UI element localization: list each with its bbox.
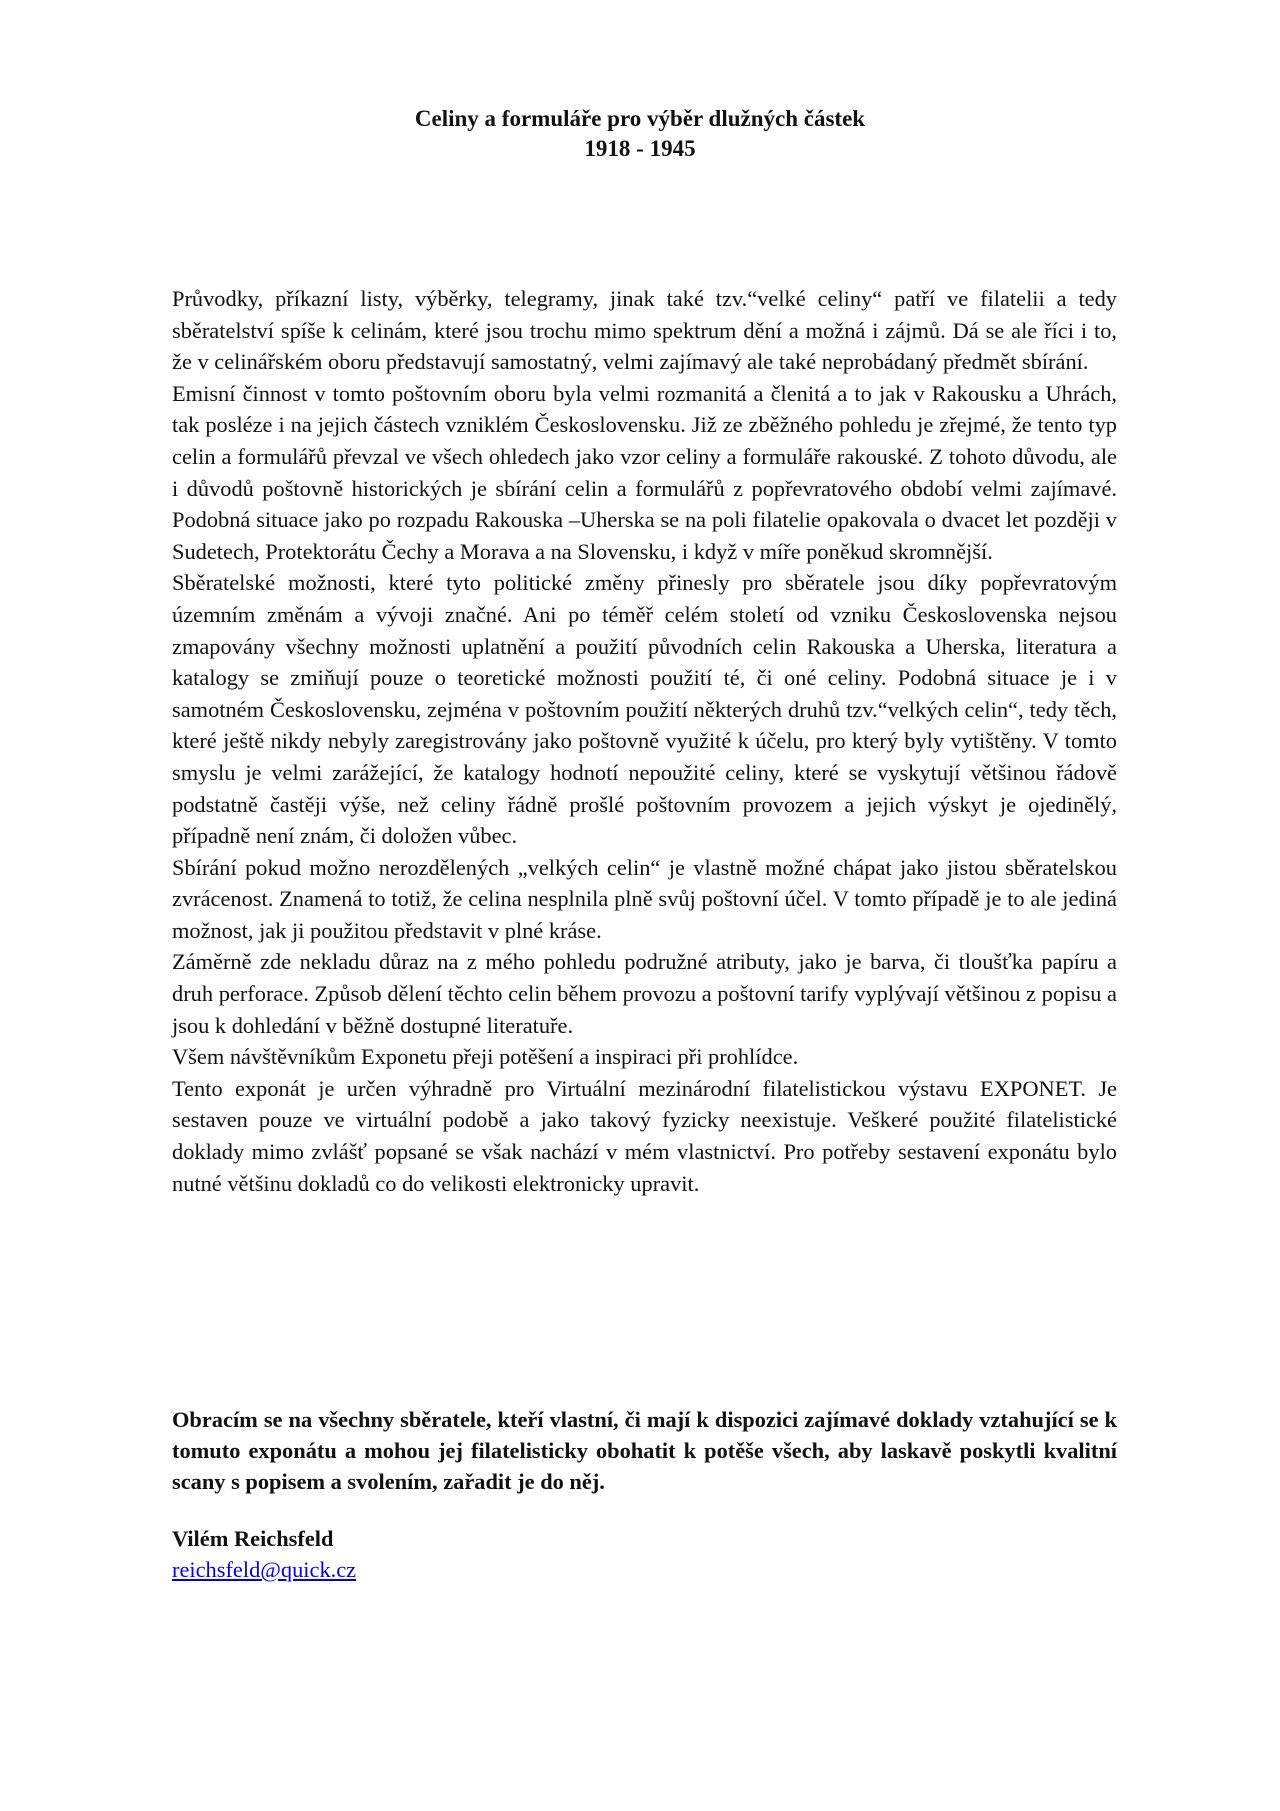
- body-text: [172, 283, 1117, 1199]
- paragraph: Tento exponát je určen výhradně pro Virtuální mezinárodní filatelistickou výstavu EXPONET. Je sestaven pouze ve virtuální podobě a jako takový fyzicky neexistuje. Veškeré použité filatelistické doklady mimo zvlášť popsané se však nachází v mém vlastnictví. Pro potřeby sestavení exponátu bylo nutné většinu dokladů co do velikosti elektronicky upravit.: [172, 1075, 1117, 1196]
- paragraph: Průvodky, příkazní listy, výběrky, telegramy, jinak také tzv.“velké celiny“ patří ve filatelii a tedy sběratelství spíše k celinám, které jsou trochu mimo spektrum dění a možná i zájmů. Dá se ale říci i to, že v celinářském oboru představují samostatný, velmi zajímavý ale také neprobádaný předmět sbírání.: [172, 286, 1117, 375]
- document-subtitle: 1918 - 1945: [584, 136, 696, 161]
- author-email-link[interactable]: reichsfeld@quick.cz: [172, 1557, 357, 1582]
- paragraph: Sbírání pokud možno nerozdělených „velkých celin“ je vlastně možné chápat jako jistou sběratelskou zvrácenost. Znamená to totiž, že celina nesplnila plně svůj poštovní účel. V tomto případě je to ale jediná možnost, jak ji použitou představit v plné kráse.: [172, 854, 1117, 943]
- author-block: [172, 1523, 356, 1585]
- paragraph: Záměrně zde nekladu důraz na z mého pohledu podružné atributy, jako je barva, či tloušťka papíru a druh perforace. Způsob dělení těchto celin během provozu a poštovní tarify vyplývají většinou z popisu a jsou k dohledání v běžně dostupné literatuře.: [172, 949, 1117, 1038]
- paragraph: Emisní činnost v tomto poštovním oboru byla velmi rozmanitá a členitá a to jak v Rakousku a Uhrách, tak posléze i na jejich částech vzniklém Československu. Již ze zběžného pohledu je zřejmé, že tento typ celin a formulářů převzal ve všech ohledech jako vzor celiny a formuláře rakouské. Z tohoto důvodu, ale i důvodů poštovně historických je sbírání celin a formulářů z popřevratového období velmi zajímavé. Podobná situace jako po rozpadu Rakouska –Uherska se na poli filatelie opakovala o dvacet let později v Sudetech, Protektorátu Čechy a Morava a na Slovensku, i když v míře poněkud skromnější.: [172, 380, 1117, 564]
- title-block: [0, 104, 1280, 164]
- paragraph: Všem návštěvníkům Exponetu přeji potěšení a inspiraci při prohlídce.: [172, 1044, 799, 1070]
- author-name: Vilém Reichsfeld: [172, 1526, 334, 1551]
- paragraph: Sběratelské možnosti, které tyto politické změny přinesly pro sběratele jsou díky popřevratovým územním změnám a vývoji značné. Ani po téměř celém století od vzniku Československa nejsou zmapovány všechny možnosti uplatnění a použití původních celin Rakouska a Uherska, literatura a katalogy se zmiňují pouze o teoretické možnosti použití té, či oné celiny. Podobná situace je i v samotném Československu, zejména v poštovním použití některých druhů tzv.“velkých celin“, tedy těch, které ještě nikdy nebyly zaregistrovány jako poštovně využité k účelu, pro který byly vytištěny. V tomto smyslu je velmi zarážející, že katalogy hodnotí nepoužité celiny, které se vyskytují většinou řádově podstatně častěji výše, než celiny řádně prošlé poštovním provozem a jejich výskyt je ojedinělý, případně není znám, či doložen vůbec.: [172, 570, 1117, 849]
- document-title: Celiny a formuláře pro výběr dlužných částek: [414, 106, 866, 131]
- appeal-paragraph: Obracím se na všechny sběratele, kteří vlastní, či mají k dispozici zajímavé doklady vztahující se k tomuto exponátu a mohou jej filatelisticky obohatit k potěše všech, aby laskavě poskytli kvalitní scany s popisem a svolením, zařadit je do něj.: [172, 1407, 1117, 1494]
